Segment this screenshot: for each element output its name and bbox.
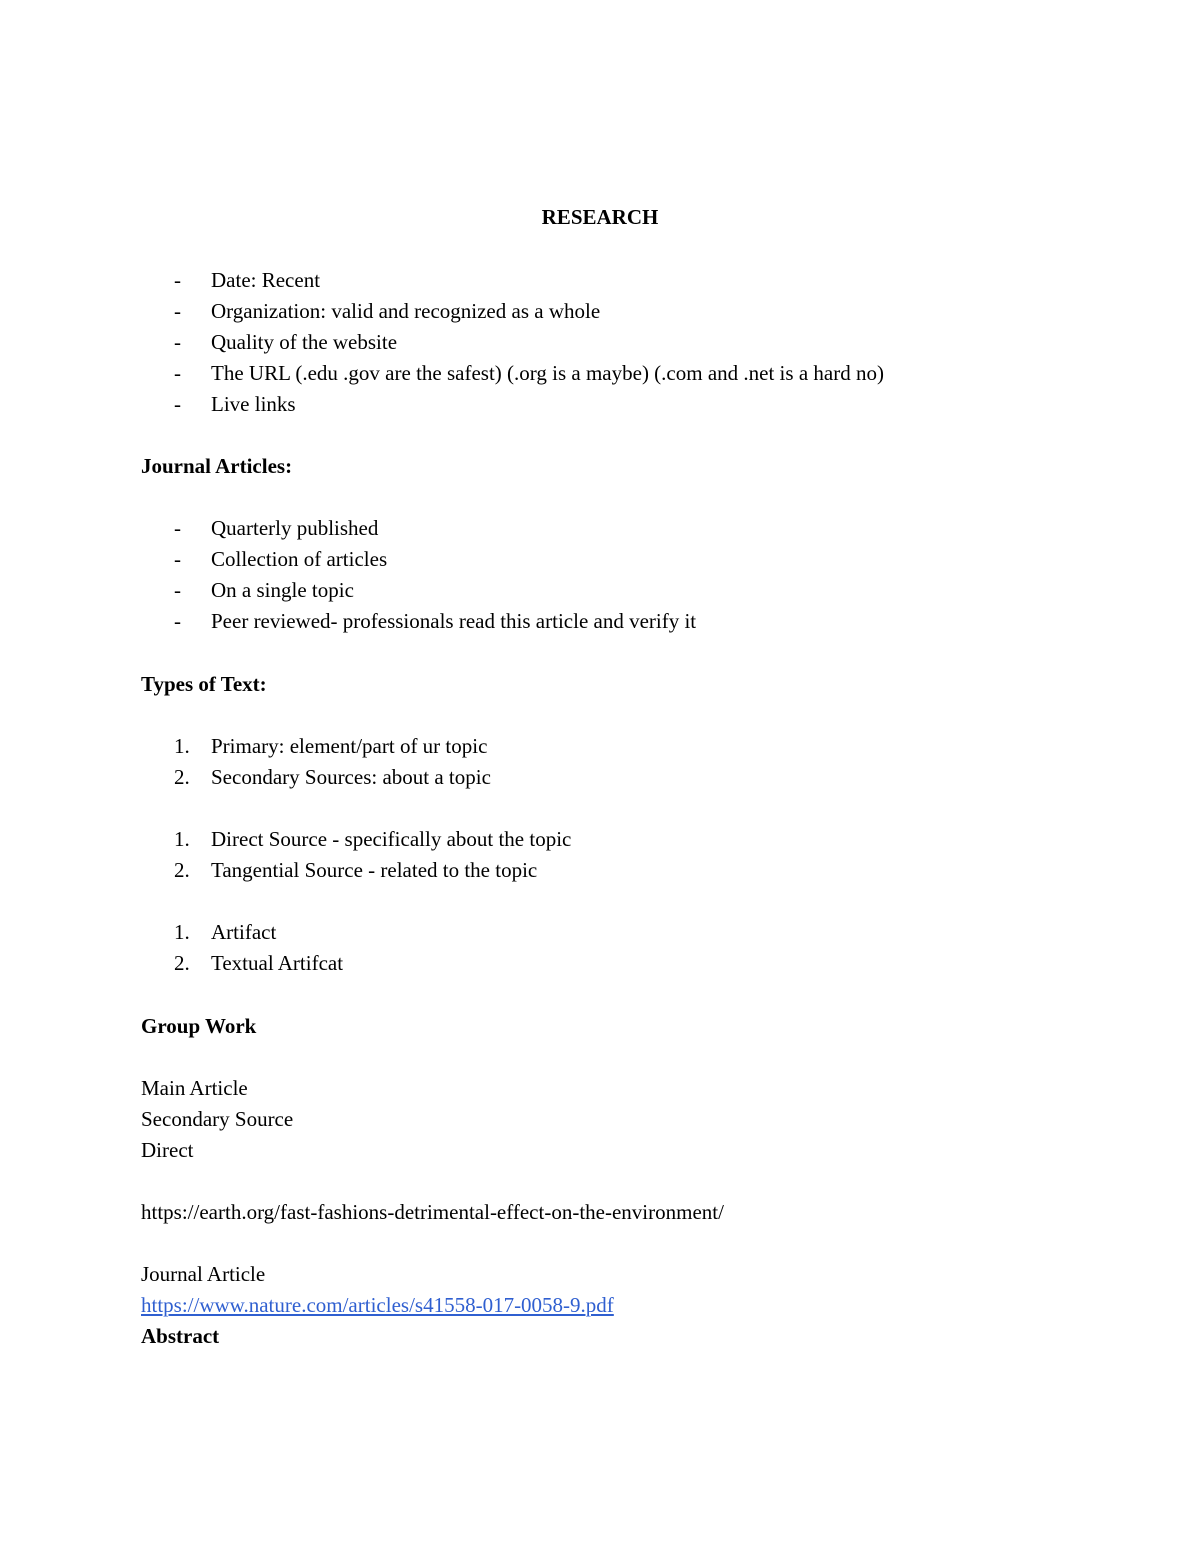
list-item-text: On a single topic [211, 578, 354, 602]
list-item-text: Direct Source - specifically about the topic [211, 827, 572, 851]
list-number: 2. [174, 858, 190, 882]
list-number: 1. [174, 827, 190, 851]
numbered-item [0, 731, 1200, 762]
numbered-item [0, 762, 1200, 793]
list-marker: - [174, 392, 181, 416]
list-marker: - [174, 299, 181, 323]
list-item-text: Quarterly published [211, 516, 379, 540]
list-item [0, 327, 1200, 358]
types-of-text-heading: Types of Text: [141, 672, 267, 696]
group-line: Main Article [141, 1076, 248, 1100]
list-item-text: Textual Artifcat [211, 951, 344, 975]
journal-article-label: Journal Article [141, 1262, 266, 1286]
list-item-text: The URL (.edu .gov are the safest) (.org is a maybe) (.com and .net is a hard no) [211, 361, 884, 385]
numbered-item [0, 855, 1200, 886]
list-item [0, 358, 1200, 389]
source-url: https://earth.org/fast-fashions-detrimental-effect-on-the-environment/ [141, 1200, 724, 1224]
list-number: 1. [174, 734, 190, 758]
list-item [0, 513, 1200, 544]
list-item [0, 296, 1200, 327]
list-item [0, 544, 1200, 575]
list-item-text: Live links [211, 392, 296, 416]
page-title: RESEARCH [541, 205, 659, 229]
numbered-item [0, 917, 1200, 948]
numbered-item [0, 948, 1200, 979]
list-item [0, 389, 1200, 420]
list-marker: - [174, 330, 181, 354]
journal-article-link[interactable]: https://www.nature.com/articles/s41558-017-0058-9.pdf [141, 1293, 614, 1317]
group-line: Secondary Source [141, 1107, 294, 1131]
list-marker: - [174, 361, 181, 385]
list-marker: - [174, 268, 181, 292]
list-item-text: Quality of the website [211, 330, 398, 354]
list-item-text: Artifact [211, 920, 277, 944]
group-work-heading: Group Work [141, 1014, 257, 1038]
list-item-text: Collection of articles [211, 547, 388, 571]
list-number: 2. [174, 765, 190, 789]
list-item-text: Secondary Sources: about a topic [211, 765, 491, 789]
list-item-text: Peer reviewed- professionals read this article and verify it [211, 609, 697, 633]
list-item-text: Date: Recent [211, 268, 321, 292]
list-marker: - [174, 609, 181, 633]
abstract-heading: Abstract [141, 1324, 220, 1348]
list-item-text: Primary: element/part of ur topic [211, 734, 488, 758]
list-marker: - [174, 516, 181, 540]
list-number: 2. [174, 951, 190, 975]
list-item [0, 575, 1200, 606]
list-item-text: Organization: valid and recognized as a whole [211, 299, 601, 323]
list-marker: - [174, 547, 181, 571]
list-item-text: Tangential Source - related to the topic [211, 858, 538, 882]
list-item [0, 606, 1200, 637]
journal-articles-heading: Journal Articles: [141, 454, 293, 478]
group-line: Direct [141, 1138, 194, 1162]
numbered-item [0, 824, 1200, 855]
list-number: 1. [174, 920, 190, 944]
list-marker: - [174, 578, 181, 602]
list-item [0, 265, 1200, 296]
